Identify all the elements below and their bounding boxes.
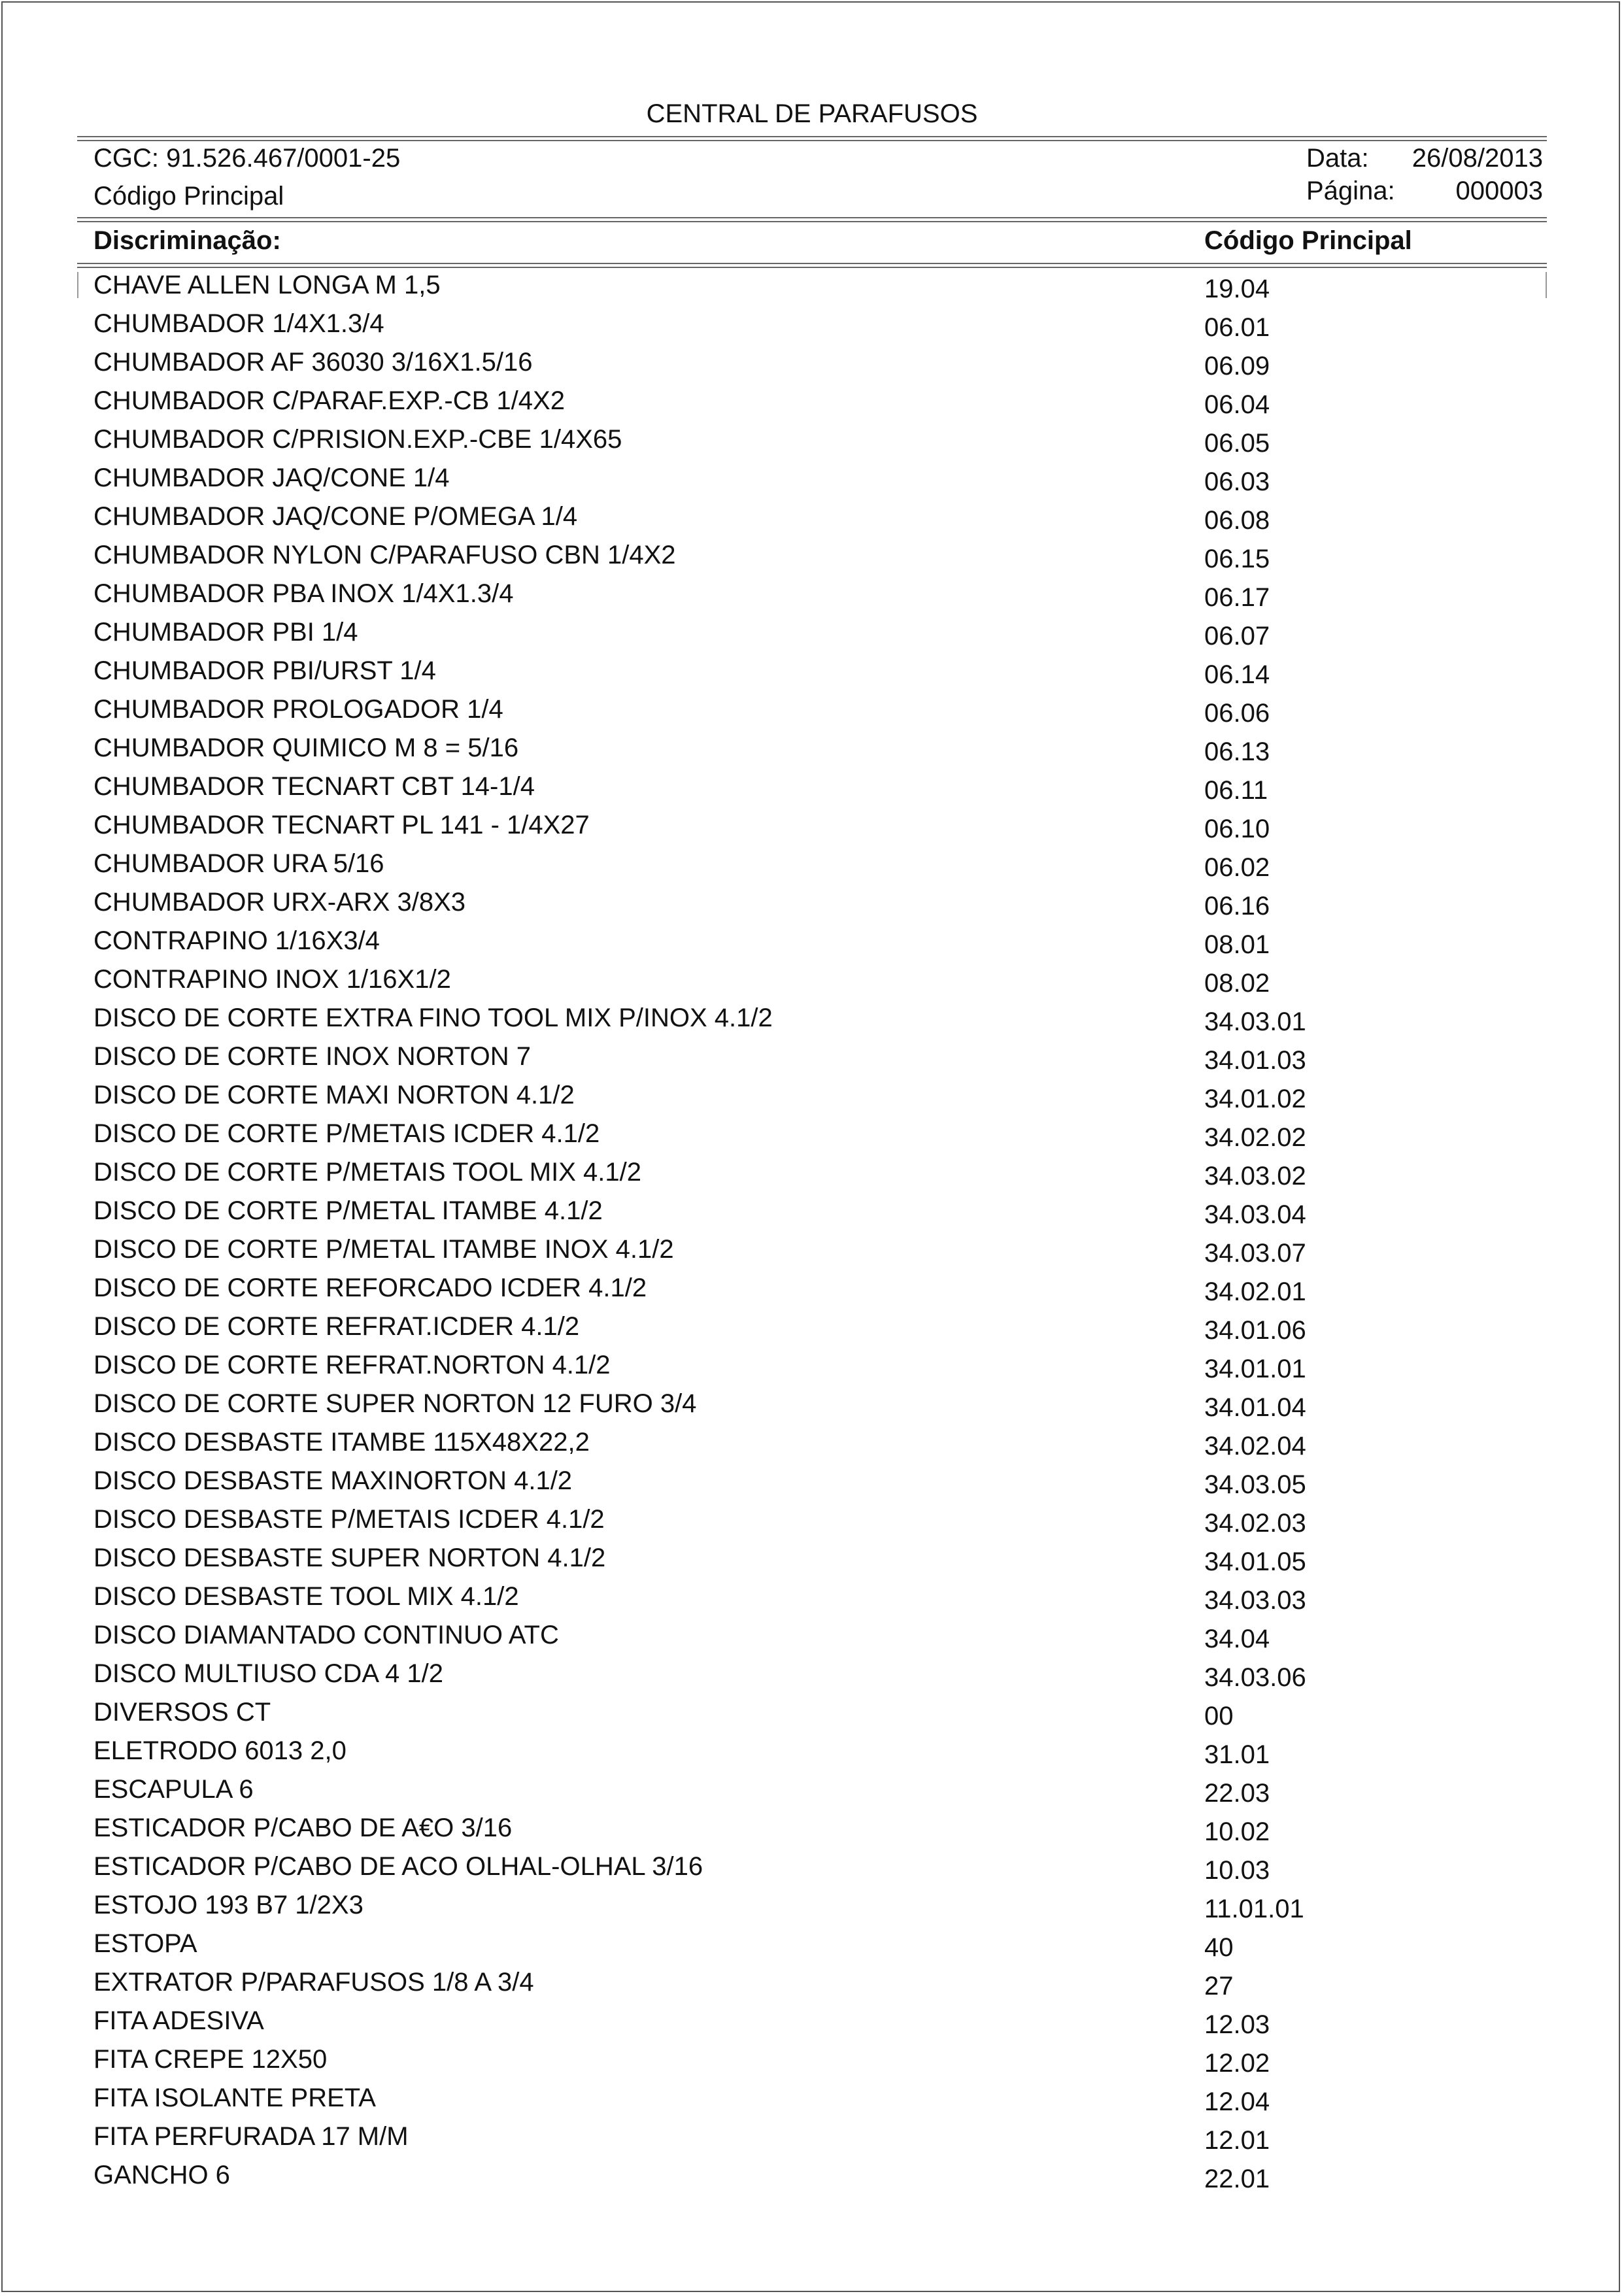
table-row [0,501,1624,539]
item-description: CHAVE ALLEN LONGA M 1,5 [93,271,441,299]
report-title: CENTRAL DE PARAFUSOS [646,99,978,128]
item-code: 34.03.04 [1204,1200,1306,1229]
item-code: 11.01.01 [1204,1895,1304,1923]
item-description: CHUMBADOR JAQ/CONE 1/4 [93,464,450,492]
item-list [0,269,1624,2198]
item-code: 08.02 [1204,969,1270,998]
table-row [0,886,1624,925]
table-row [0,655,1624,694]
table-row [0,1002,1624,1041]
item-code: 06.05 [1204,429,1270,458]
item-description: CHUMBADOR URA 5/16 [93,849,384,878]
item-description: CHUMBADOR JAQ/CONE P/OMEGA 1/4 [93,502,578,531]
page-number: 000003 [1455,177,1543,205]
item-description: FITA ISOLANTE PRETA [93,2084,376,2112]
table-row [0,1079,1624,1118]
header-top-rule [77,136,1547,141]
table-row [0,1234,1624,1272]
item-code: 34.03.02 [1204,1162,1306,1190]
item-description: FITA ADESIVA [93,2006,264,2035]
item-description: FITA PERFURADA 17 M/M [93,2122,409,2151]
item-code: 06.04 [1204,390,1270,419]
item-description: CHUMBADOR PROLOGADOR 1/4 [93,695,503,724]
item-description: DISCO DE CORTE EXTRA FINO TOOL MIX P/INOX 4.1/2 [93,1004,773,1032]
item-code: 12.01 [1204,2126,1270,2155]
item-description: FITA CREPE 12X50 [93,2045,328,2074]
item-description: DISCO DIAMANTADO CONTINUO ATC [93,1621,559,1649]
table-row [0,694,1624,732]
order-label: Código Principal [93,182,284,211]
item-code: 06.10 [1204,815,1270,843]
item-code: 06.14 [1204,660,1270,689]
table-row [0,1967,1624,2005]
item-code: 06.08 [1204,506,1270,535]
item-code: 34.03.03 [1204,1586,1306,1615]
item-description: DISCO DE CORTE P/METAIS TOOL MIX 4.1/2 [93,1158,641,1187]
item-description: CHUMBADOR C/PRISION.EXP.-CBE 1/4X65 [93,425,622,454]
item-description: CHUMBADOR URX-ARX 3/8X3 [93,888,466,917]
table-row [0,1619,1624,1658]
column-header-code: Código Principal [1204,226,1412,255]
table-row [0,2082,1624,2121]
table-row [0,2159,1624,2198]
item-code: 06.03 [1204,467,1270,496]
cgc-text: CGC: 91.526.467/0001-25 [93,144,401,173]
table-row [0,2044,1624,2082]
table-row [0,2005,1624,2044]
table-row [0,1812,1624,1851]
item-description: CHUMBADOR QUIMICO M 8 = 5/16 [93,734,519,762]
item-code: 34.04 [1204,1625,1270,1653]
item-description: CONTRAPINO 1/16X3/4 [93,926,380,955]
item-code: 06.16 [1204,892,1270,920]
table-row [0,308,1624,346]
item-code: 22.01 [1204,2165,1270,2193]
table-row [0,1851,1624,1889]
item-code: 34.03.05 [1204,1470,1306,1499]
item-code: 06.17 [1204,583,1270,612]
table-row [0,539,1624,578]
table-row [0,1774,1624,1812]
item-description: DISCO DE CORTE MAXI NORTON 4.1/2 [93,1081,575,1109]
item-code: 22.03 [1204,1779,1270,1808]
item-description: CHUMBADOR PBI/URST 1/4 [93,656,436,685]
item-description: DISCO DESBASTE SUPER NORTON 4.1/2 [93,1544,606,1572]
item-description: ESTOJO 193 B7 1/2X3 [93,1891,364,1919]
page-label: Página: [1306,177,1395,205]
table-row [0,1041,1624,1079]
table-row [0,1156,1624,1195]
item-code: 31.01 [1204,1740,1270,1769]
item-description: CONTRAPINO INOX 1/16X1/2 [93,965,451,994]
item-code: 06.01 [1204,313,1270,342]
item-description: CHUMBADOR TECNART CBT 14-1/4 [93,772,535,801]
table-row [0,1581,1624,1619]
item-description: ELETRODO 6013 2,0 [93,1736,347,1765]
item-description: CHUMBADOR PBI 1/4 [93,618,358,647]
table-row [0,1272,1624,1311]
table-row [0,1195,1624,1234]
item-code: 34.02.04 [1204,1432,1306,1460]
item-description: DISCO DE CORTE INOX NORTON 7 [93,1042,532,1071]
table-row [0,1889,1624,1928]
item-description: DISCO DE CORTE P/METAL ITAMBE INOX 4.1/2 [93,1235,674,1264]
item-description: DISCO DE CORTE P/METAL ITAMBE 4.1/2 [93,1196,603,1225]
item-code: 06.15 [1204,545,1270,573]
table-row [0,1658,1624,1697]
item-description: DISCO DESBASTE MAXINORTON 4.1/2 [93,1466,573,1495]
table-row [0,346,1624,385]
item-code: 19.04 [1204,275,1270,303]
table-row [0,1349,1624,1388]
item-description: DISCO MULTIUSO CDA 4 1/2 [93,1659,443,1688]
item-description: DIVERSOS CT [93,1698,271,1727]
table-row [0,732,1624,771]
table-row [0,771,1624,809]
item-code: 00 [1204,1702,1234,1730]
table-row [0,269,1624,308]
columns-bottom-rule [77,263,1547,268]
item-code: 06.07 [1204,622,1270,650]
table-row [0,1928,1624,1967]
item-code: 34.02.01 [1204,1277,1306,1306]
item-description: DISCO DESBASTE TOOL MIX 4.1/2 [93,1582,519,1611]
item-code: 10.02 [1204,1817,1270,1846]
date-value: 26/08/2013 [1412,144,1543,173]
table-row [0,1542,1624,1581]
table-row [0,2121,1624,2159]
item-description: CHUMBADOR NYLON C/PARAFUSO CBN 1/4X2 [93,541,676,569]
table-row [0,578,1624,616]
item-code: 34.02.02 [1204,1123,1306,1152]
item-code: 27 [1204,1972,1234,2001]
item-description: CHUMBADOR TECNART PL 141 - 1/4X27 [93,811,590,839]
item-description: CHUMBADOR C/PARAF.EXP.-CB 1/4X2 [93,386,565,415]
table-row [0,1388,1624,1427]
table-row [0,925,1624,964]
table-row [0,964,1624,1002]
item-code: 12.03 [1204,2010,1270,2039]
item-description: DISCO DE CORTE REFRAT.ICDER 4.1/2 [93,1312,580,1341]
item-description: ESTICADOR P/CABO DE ACO OLHAL-OLHAL 3/16 [93,1852,703,1881]
table-row [0,462,1624,501]
item-code: 34.01.05 [1204,1547,1306,1576]
table-row [0,1311,1624,1349]
header-bottom-rule [77,217,1547,222]
table-row [0,616,1624,655]
item-description: CHUMBADOR PBA INOX 1/4X1.3/4 [93,579,514,608]
item-code: 34.01.01 [1204,1355,1306,1383]
table-row [0,1697,1624,1735]
item-description: DISCO DE CORTE REFRAT.NORTON 4.1/2 [93,1351,611,1379]
item-code: 34.01.02 [1204,1085,1306,1113]
table-row [0,1118,1624,1156]
item-code: 34.01.06 [1204,1316,1306,1345]
table-row [0,1504,1624,1542]
item-code: 34.02.03 [1204,1509,1306,1538]
item-code: 06.11 [1204,776,1268,805]
item-code: 06.06 [1204,699,1270,728]
table-row [0,1427,1624,1465]
table-row [0,1465,1624,1504]
table-row [0,1735,1624,1774]
item-description: DISCO DE CORTE P/METAIS ICDER 4.1/2 [93,1119,600,1148]
item-code: 06.02 [1204,853,1270,882]
item-code: 06.09 [1204,352,1270,380]
table-row [0,385,1624,424]
item-code: 12.02 [1204,2049,1270,2078]
item-description: DISCO DE CORTE SUPER NORTON 12 FURO 3/4 [93,1389,697,1418]
item-description: ESCAPULA 6 [93,1775,254,1804]
item-description: DISCO DESBASTE P/METAIS ICDER 4.1/2 [93,1505,605,1534]
column-header-description: Discriminação: [93,226,281,255]
item-description: ESTOPA [93,1929,197,1958]
item-code: 12.04 [1204,2087,1270,2116]
item-code: 34.03.01 [1204,1007,1306,1036]
item-description: DISCO DESBASTE ITAMBE 115X48X22,2 [93,1428,590,1457]
item-description: CHUMBADOR 1/4X1.3/4 [93,309,384,338]
item-description: DISCO DE CORTE REFORCADO ICDER 4.1/2 [93,1274,647,1302]
item-description: CHUMBADOR AF 36030 3/16X1.5/16 [93,348,533,377]
table-row [0,848,1624,886]
table-row [0,809,1624,848]
item-description: GANCHO 6 [93,2161,230,2189]
table-row [0,424,1624,462]
item-code: 34.03.06 [1204,1663,1306,1692]
item-code: 34.01.04 [1204,1393,1306,1422]
item-code: 34.03.07 [1204,1239,1306,1268]
item-code: 10.03 [1204,1856,1270,1885]
item-code: 06.13 [1204,737,1270,766]
item-code: 40 [1204,1933,1234,1962]
item-code: 34.01.03 [1204,1046,1306,1075]
item-description: EXTRATOR P/PARAFUSOS 1/8 A 3/4 [93,1968,534,1997]
item-description: ESTICADOR P/CABO DE A€O 3/16 [93,1814,513,1842]
item-code: 08.01 [1204,930,1270,959]
date-label: Data: [1306,144,1369,173]
